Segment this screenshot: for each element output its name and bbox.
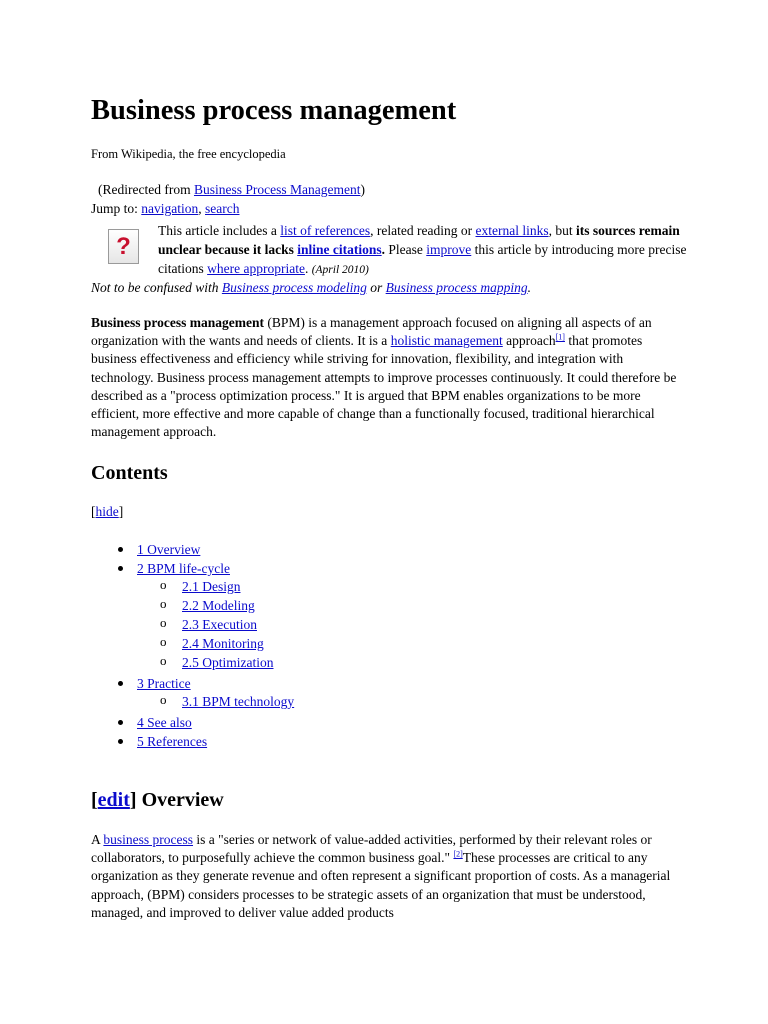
question-mark-glyph: ? (116, 232, 131, 260)
reference-1-link[interactable]: [1] (555, 332, 565, 342)
question-mark-icon (108, 229, 139, 264)
jump-prefix: Jump to: (91, 201, 142, 216)
lead-text: approach (502, 333, 556, 349)
edit-bracket-close: ] (129, 789, 137, 811)
inline-citations-link[interactable]: inline citations (297, 242, 382, 257)
overview-text: is a "series or network of value-added activities, performed by their relevant roles or collaborators, to purposefully achieve the common business goal." (91, 832, 652, 866)
overview-heading (91, 787, 224, 813)
toc-item-references[interactable]: 5 References (137, 734, 208, 749)
toc-item-modeling[interactable]: 2.2 Modeling (182, 598, 255, 613)
overview-text: A (91, 832, 104, 847)
circle-bullet-icon: o (160, 692, 167, 707)
hatnote-mid: or (366, 280, 386, 295)
jump-navigation-link[interactable]: navigation (141, 201, 199, 216)
hatnote-prefix: Not to be confused with (91, 280, 222, 295)
improve-link[interactable]: improve (426, 242, 472, 257)
edit-bracket-open: [ (91, 789, 98, 811)
circle-bullet-icon: o (160, 634, 167, 649)
external-links-link[interactable]: external links (475, 223, 549, 238)
notice-text: Please (385, 242, 427, 257)
redirect-notice (98, 182, 365, 198)
toc-item-bpm-technology[interactable]: 3.1 BPM technology (182, 694, 295, 709)
bullet-icon (118, 681, 123, 686)
notice-bold-text: . (381, 242, 386, 257)
toc-item-practice[interactable]: 3 Practice (137, 676, 191, 691)
toc-toggle (91, 504, 123, 520)
notice-text: . (304, 261, 312, 276)
toc-item-bpm-life-cycle[interactable]: 2 BPM life-cycle (137, 561, 230, 576)
toc-item-monitoring[interactable]: 2.4 Monitoring (182, 636, 264, 651)
business-process-link[interactable]: business process (103, 832, 194, 847)
notice-text: this article by introducing more precise citations (158, 242, 687, 276)
toc-toggle-open: [ (91, 504, 96, 519)
notice-bold-text: its sources remain unclear because it lacks (158, 223, 680, 257)
notice-text: , related reading or (370, 223, 476, 238)
toc-item-execution[interactable]: 2.3 Execution (182, 617, 257, 632)
toc-toggle-close: ] (118, 504, 124, 519)
jump-separator: , (198, 201, 206, 216)
notice-date: (April 2010) (311, 264, 369, 276)
redirect-prefix: (Redirected from (98, 182, 194, 197)
bullet-icon (118, 720, 123, 725)
page-title: Business process management (91, 95, 457, 126)
overview-heading-text: Overview (136, 789, 224, 811)
circle-bullet-icon: o (160, 653, 167, 668)
list-of-references-link[interactable]: list of references (280, 223, 371, 238)
contents-heading: Contents (91, 462, 168, 484)
reference-2-link[interactable]: [2] (453, 849, 463, 859)
circle-bullet-icon: o (160, 577, 167, 592)
toc-item-overview[interactable]: 1 Overview (137, 542, 201, 557)
toc-item-see-also[interactable]: 4 See also (137, 715, 192, 730)
jump-to-links (91, 201, 240, 217)
hatnote-suffix: . (527, 280, 532, 295)
toc-item-optimization[interactable]: 2.5 Optimization (182, 655, 274, 670)
where-appropriate-link[interactable]: where appropriate (207, 261, 305, 276)
redirect-suffix: ) (360, 182, 365, 197)
notice-text: This article includes a (158, 223, 281, 238)
business-process-mapping-link[interactable]: Business process mapping (385, 280, 528, 295)
bullet-icon (118, 547, 123, 552)
edit-overview-link[interactable]: edit (97, 789, 130, 811)
lead-bold-term: Business process management (91, 315, 265, 330)
citation-notice (158, 221, 703, 280)
holistic-management-link[interactable]: holistic management (390, 333, 503, 349)
circle-bullet-icon: o (160, 615, 167, 630)
jump-search-link[interactable]: search (205, 201, 240, 216)
lead-text: (BPM) is a management approach focused on aligning all aspects of an organization with the wants and needs of clients. It is a (91, 315, 652, 349)
circle-bullet-icon: o (160, 596, 167, 611)
notice-text: , but (548, 223, 576, 238)
overview-paragraph (91, 831, 676, 922)
bullet-icon (118, 739, 123, 744)
overview-text: These processes are critical to any organization as they generate revenue and often represent a significant proportion of costs. As a managerial approach, (BPM) considers processes to be strategic assets of an organization that must be understood, managed, and improved to deliver value added products (91, 850, 671, 920)
disambiguation-hatnote (91, 280, 531, 296)
hide-toc-link[interactable]: hide (95, 504, 119, 519)
lead-paragraph (91, 314, 681, 441)
redirect-source-link[interactable]: Business Process Management (193, 182, 361, 197)
toc-item-design[interactable]: 2.1 Design (182, 579, 241, 594)
business-process-modeling-link[interactable]: Business process modeling (221, 280, 367, 295)
site-tagline: From Wikipedia, the free encyclopedia (91, 147, 286, 161)
bullet-icon (118, 566, 123, 571)
lead-text: that promotes business effectiveness and efficiency while striving for innovation, flexibility, and integration with technology. Business process management attempts to improve processes continuously. It could therefore be described as a "process optimization process." It is argued that BPM enables organizations to be more efficient, more effective and more capable of change than a functionally focused, traditional hierarchical management approach. (91, 333, 677, 440)
